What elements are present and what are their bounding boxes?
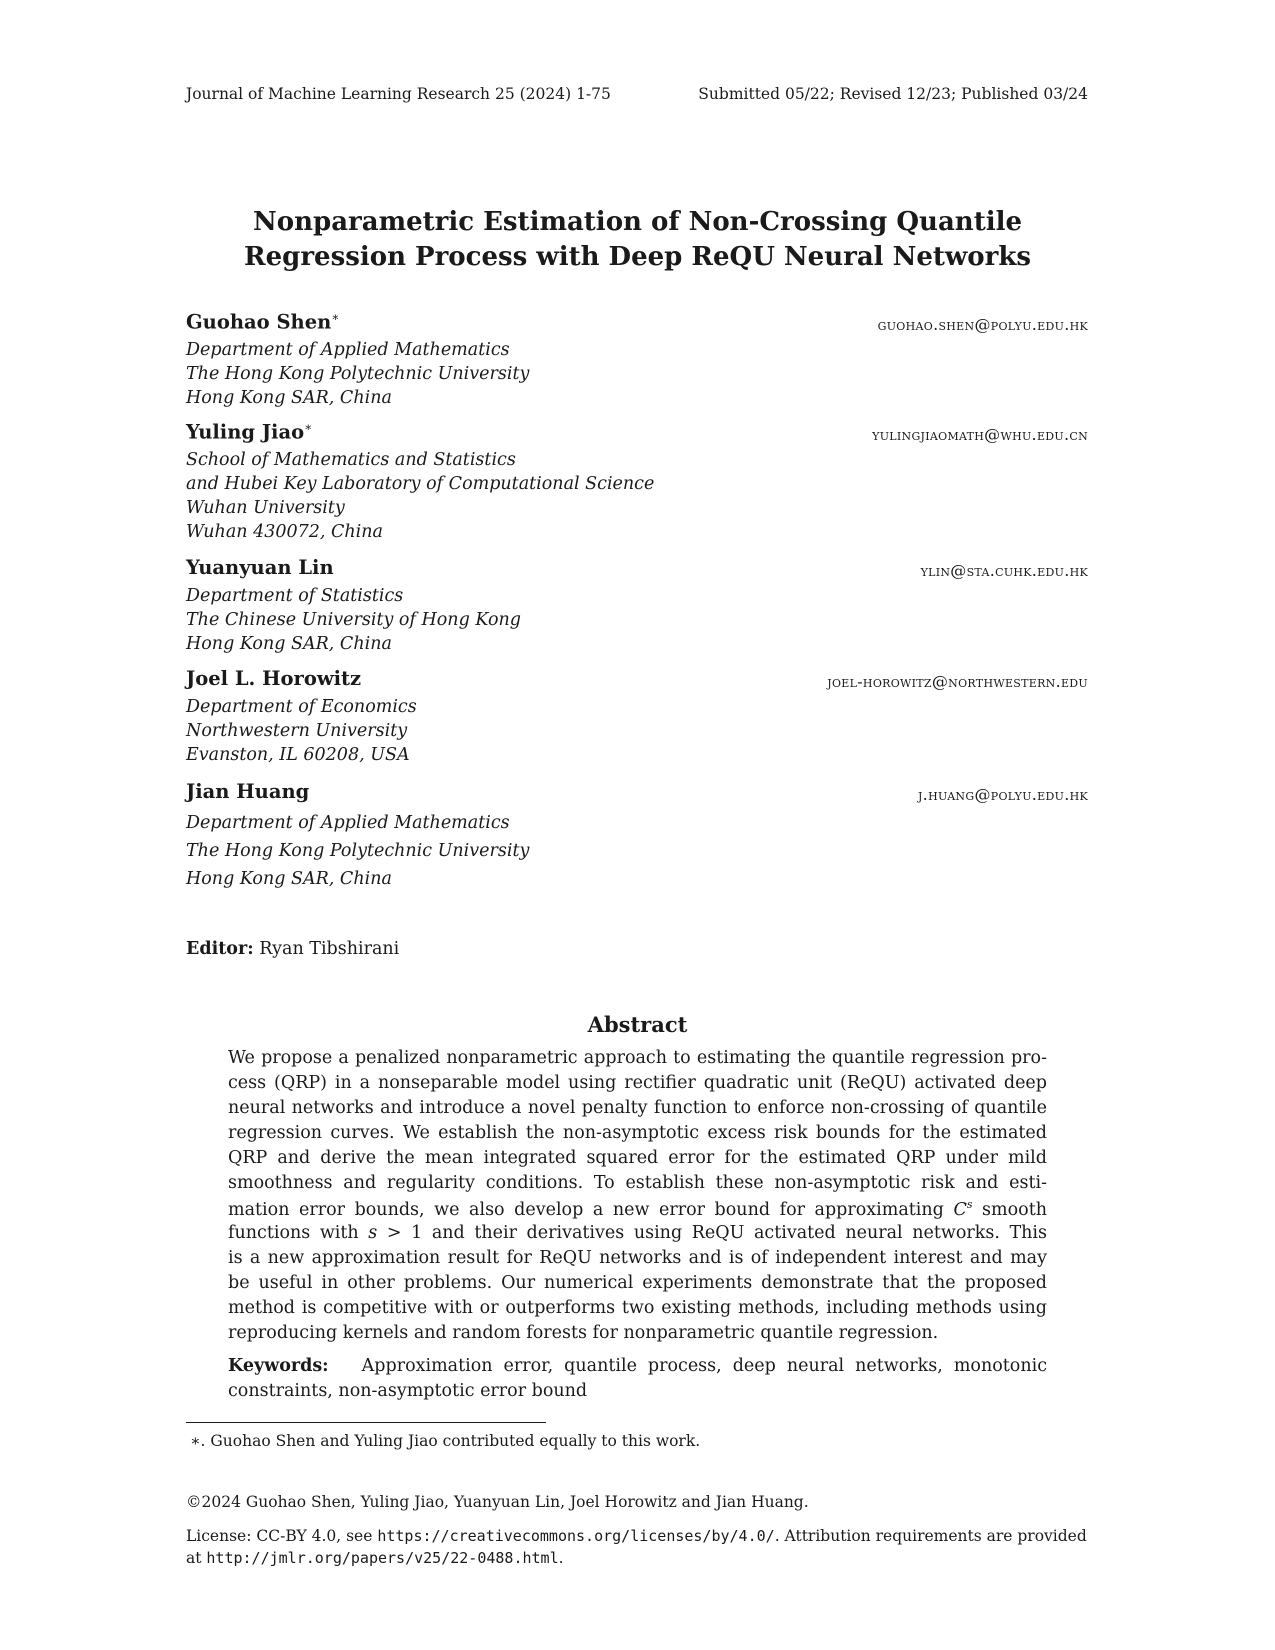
abstract-heading: Abstract (587, 1012, 688, 1037)
abstract-line: be useful in other problems. Our numerical experiments demonstrate that the proposed (228, 1273, 1047, 1293)
author-name: Yuanyuan Lin (186, 556, 334, 579)
abstract-line: method is competitive with or outperforms two existing methods, including methods using (228, 1298, 1047, 1318)
paper-title-line-1: Nonparametric Estimation of Non-Crossing Quantile (253, 207, 1022, 237)
author-affiliation: Department of Economics (186, 697, 417, 717)
author-affiliation: Wuhan University (186, 498, 345, 518)
author-name: Joel L. Horowitz (186, 667, 362, 690)
license-line: License: CC-BY 4.0, see https://creativecommons.org/licenses/by/4.0/. Attribution requirements are provided (186, 1527, 1087, 1545)
footnote-rule (186, 1422, 546, 1423)
abstract-line: smoothness and regularity conditions. To establish these non-asymptotic risk and esti- (228, 1173, 1047, 1193)
editor-line (186, 939, 399, 959)
author-name: Yuling Jiao∗ (186, 420, 313, 444)
author-name: Guohao Shen∗ (186, 310, 340, 334)
abstract-line: We propose a penalized nonparametric approach to estimating the quantile regression pro- (228, 1048, 1047, 1068)
author-email: j.huang@polyu.edu.hk (917, 785, 1088, 804)
author-email: joel-horowitz@northwestern.edu (827, 672, 1088, 691)
author-affiliation: Hong Kong SAR, China (186, 869, 392, 889)
abstract-line: is a new approximation result for ReQU networks and is of independent interest and may (228, 1248, 1047, 1268)
abstract-line: neural networks and introduce a novel penalty function to enforce non-crossing of quantile (228, 1098, 1047, 1118)
abstract-line: regression curves. We establish the non-asymptotic excess risk bounds for the estimated (228, 1123, 1047, 1143)
copyright-line: ©2024 Guohao Shen, Yuling Jiao, Yuanyuan Lin, Joel Horowitz and Jian Huang. (186, 1493, 809, 1511)
author-affiliation: Wuhan 430072, China (186, 522, 383, 542)
journal-header: Journal of Machine Learning Research 25 (2024) 1-75 (186, 85, 611, 103)
author-affiliation: Hong Kong SAR, China (186, 388, 392, 408)
license-line: at http://jmlr.org/papers/v25/22-0488.html. (186, 1549, 564, 1567)
editor-label: Editor: (186, 939, 254, 959)
submission-dates: Submitted 05/22; Revised 12/23; Published 03/24 (698, 85, 1088, 103)
footnote: ∗. Guohao Shen and Yuling Jiao contributed equally to this work. (190, 1432, 701, 1450)
author-affiliation: Department of Applied Mathematics (186, 813, 510, 833)
abstract-line: mation error bounds, we also develop a new error bound for approximating $C^s$ smooth (228, 1198, 1047, 1220)
author-email: guohao.shen@polyu.edu.hk (877, 315, 1088, 334)
license-link[interactable]: https://creativecommons.org/licenses/by/4.0/ (377, 1527, 775, 1545)
keywords-line: Keywords: Approximation error, quantile process, deep neural networks, monotonic (228, 1356, 1047, 1376)
paper-title-line-2: Regression Process with Deep ReQU Neural Networks (244, 242, 1031, 272)
author-affiliation: School of Mathematics and Statistics (186, 450, 516, 470)
author-affiliation: The Chinese University of Hong Kong (186, 610, 521, 630)
paper-link[interactable]: http://jmlr.org/papers/v25/22-0488.html (206, 1549, 559, 1567)
author-affiliation: The Hong Kong Polytechnic University (186, 841, 530, 861)
author-affiliation: Evanston, IL 60208, USA (186, 745, 410, 765)
abstract-line: reproducing kernels and random forests for nonparametric quantile regression. (228, 1323, 939, 1343)
author-email: yulingjiaomath@whu.edu.cn (872, 425, 1088, 444)
author-affiliation: Department of Applied Mathematics (186, 340, 510, 360)
author-affiliation: Department of Statistics (186, 586, 404, 606)
author-affiliation: Northwestern University (186, 721, 408, 741)
author-name: Jian Huang (186, 780, 310, 803)
keywords-line: constraints, non-asymptotic error bound (228, 1381, 588, 1401)
abstract-line: cess (QRP) in a nonseparable model using rectifier quadratic unit (ReQU) activated deep (228, 1073, 1047, 1093)
editor-name: Ryan Tibshirani (259, 939, 400, 959)
author-affiliation: The Hong Kong Polytechnic University (186, 364, 530, 384)
author-affiliation: Hong Kong SAR, China (186, 634, 392, 654)
keywords-label: Keywords: (228, 1356, 329, 1376)
abstract-line: functions with s > 1 and their derivatives using ReQU activated neural networks. This (228, 1223, 1047, 1243)
author-email: ylin@sta.cuhk.edu.hk (920, 561, 1088, 580)
abstract-line: QRP and derive the mean integrated squared error for the estimated QRP under mild (228, 1148, 1047, 1168)
author-affiliation: and Hubei Key Laboratory of Computational Science (186, 474, 655, 494)
